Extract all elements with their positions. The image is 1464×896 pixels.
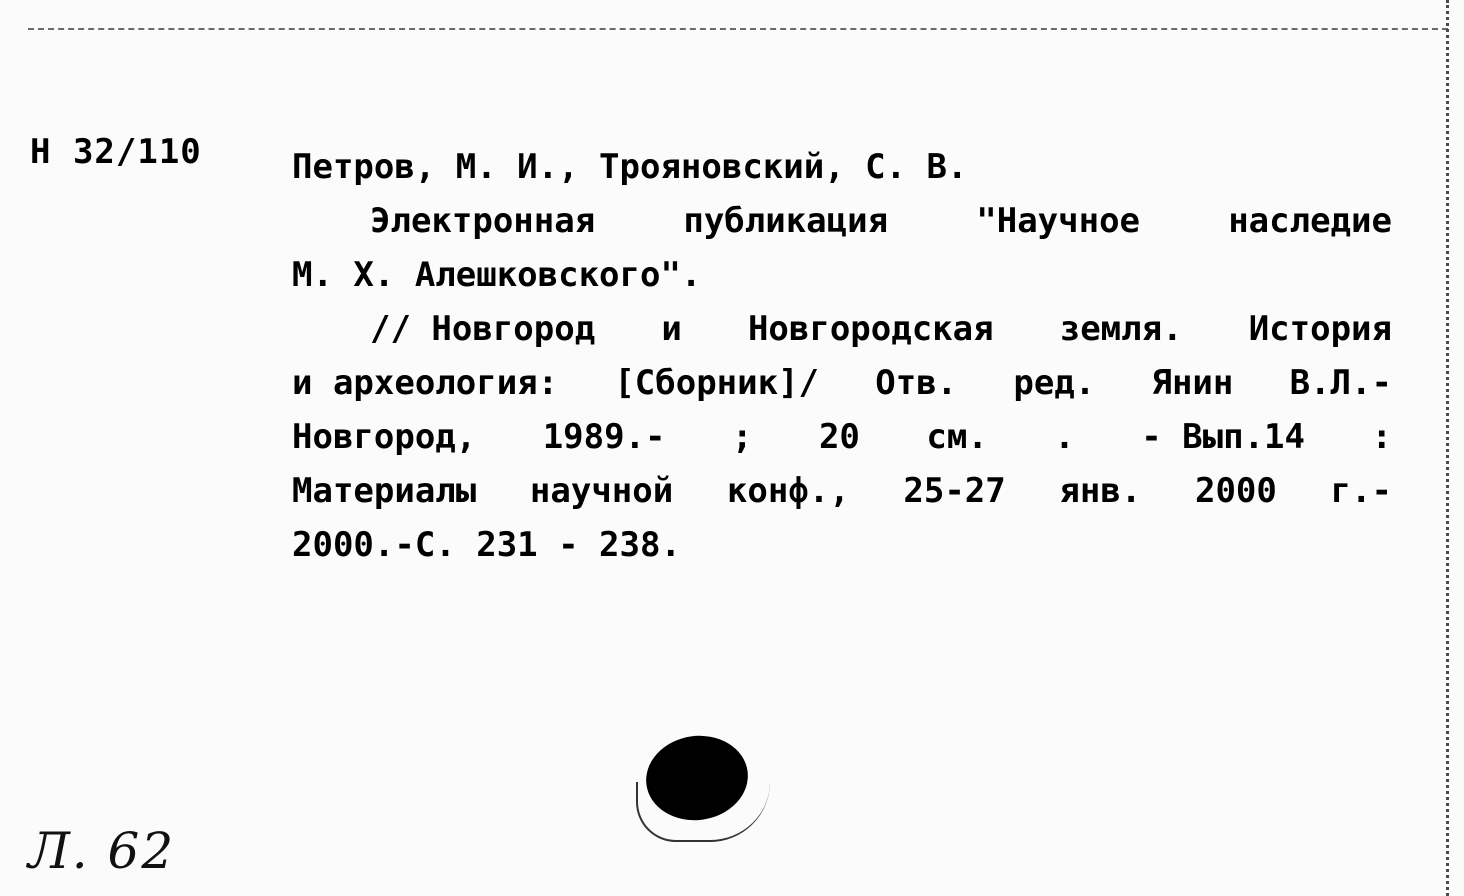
word: История bbox=[1248, 309, 1392, 349]
word: Отв. bbox=[875, 363, 958, 403]
word: Янин bbox=[1151, 363, 1234, 403]
word: и археология: bbox=[292, 363, 559, 403]
top-rule bbox=[28, 28, 1448, 30]
source-line-5: 2000.-С. 231 - 238. bbox=[292, 525, 681, 565]
handwritten-note: Л. 62 bbox=[28, 822, 176, 880]
word: . bbox=[1054, 417, 1075, 457]
source-line-4 bbox=[292, 464, 1392, 518]
word: // Новгород bbox=[370, 309, 596, 349]
word: 1989.- bbox=[542, 417, 666, 457]
word: - Вып.14 bbox=[1141, 417, 1305, 457]
authors: Петров, М. И., Трояновский, С. В. bbox=[292, 147, 968, 187]
word: "Научное bbox=[976, 201, 1141, 241]
source-line-2 bbox=[292, 356, 1392, 410]
word: [Сборник]/ bbox=[614, 363, 820, 403]
word: Новгород, bbox=[292, 417, 477, 457]
word: г.- bbox=[1330, 471, 1392, 511]
source-line-1 bbox=[292, 302, 1392, 356]
card-edge bbox=[1446, 0, 1452, 896]
source-line-3 bbox=[292, 410, 1392, 464]
bibliographic-entry bbox=[292, 140, 1392, 572]
title-line-2: М. Х. Алешковского". bbox=[292, 255, 702, 295]
word: земля. bbox=[1059, 309, 1183, 349]
word: см. bbox=[926, 417, 988, 457]
word: 25-27 bbox=[903, 471, 1006, 511]
word: Новгородская bbox=[747, 309, 994, 349]
word: конф., bbox=[726, 471, 850, 511]
word: научной bbox=[529, 471, 674, 511]
call-number: Н 32/110 bbox=[30, 132, 202, 172]
word: : bbox=[1371, 417, 1392, 457]
word: Электронная bbox=[370, 201, 596, 241]
word: публикация bbox=[683, 201, 889, 241]
word: наследие bbox=[1228, 201, 1392, 241]
word: Материалы bbox=[292, 471, 477, 511]
title-line-1 bbox=[292, 194, 1392, 248]
word: и bbox=[661, 309, 682, 349]
word: ; bbox=[732, 417, 753, 457]
word: ред. bbox=[1013, 363, 1096, 403]
word: 2000 bbox=[1194, 471, 1277, 511]
word: янв. bbox=[1059, 471, 1142, 511]
word: 20 bbox=[818, 417, 860, 457]
word: В.Л.- bbox=[1289, 363, 1392, 403]
